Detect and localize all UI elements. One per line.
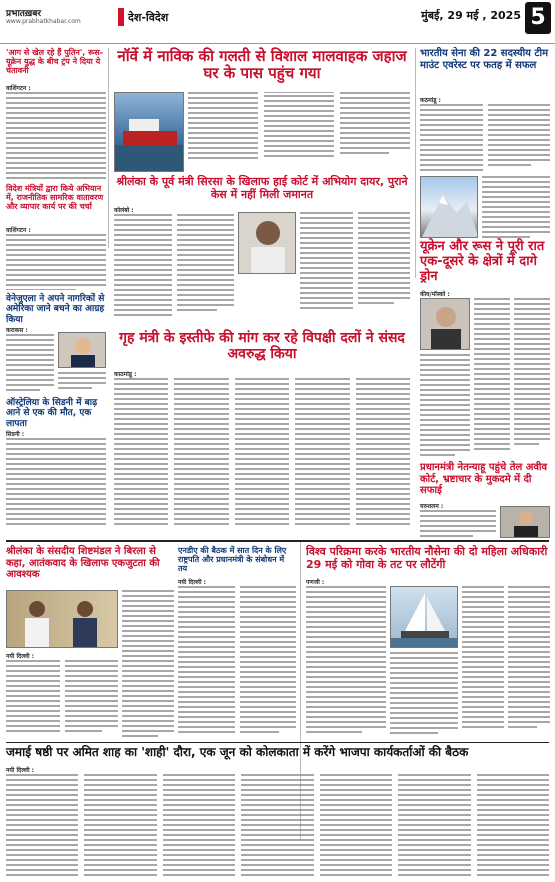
masthead [0,0,555,44]
story-body [462,586,550,738]
story-headline: ऑस्ट्रेलिया के सिडनी में बाढ़ आने से एक की मौत, एक लापता [6,398,98,429]
section-bar-icon [118,8,124,26]
story-dateline: नयी दिल्ली : [178,579,207,586]
story-headline: श्रीलंका के संसदीय शिष्टमंडल ने बिरला से कहा, आतंकवाद के खिलाफ एकजुटता की आवश्यक [6,546,160,580]
story-body [178,586,296,738]
story-body [6,774,549,878]
story-headline: नॉर्वे में नाविक की गलती से विशाल मालवाहक जहाज घर के पास पहुंच गया [117,47,407,83]
mountain-icon [421,177,478,238]
story-dateline: कीव/मॉस्को : [420,291,450,298]
section-divider [6,540,549,542]
section-divider [6,742,549,743]
column-rule [415,48,416,278]
person-icon [239,213,296,274]
section-title: देश-विदेश [128,10,169,24]
story-body [6,660,118,738]
story-body [6,334,54,394]
person-icon [59,333,106,368]
story-headline: जमाई षष्ठी पर अमित शाह का 'शाही' दौरा, एक जून को कोलकाता में करेंगे भाजपा कार्यकर्ताओं की बैठक [6,745,469,759]
story-body [114,214,234,324]
story-body [114,378,410,526]
page-number: 5 [525,2,551,34]
story-body [390,652,458,738]
story-body [6,234,106,290]
story-headline: यूक्रेन और रूस ने पूरी रात एक-दूसरे के क्षेत्रों में दागे ड्रोन [420,239,545,284]
sailboat-icon [391,587,458,648]
story-headline: विदेश मंत्रियों द्वारा किये अभियान में, राजनीतिक सामरिक वातावरण और व्यापार कार्य पर की चर्चा [6,184,104,212]
story-body [420,104,550,174]
story-headline: वेनेजुएला ने अपने नागरिकों से अमेरिका जाने बचने का आग्रह किया [6,294,105,325]
story-dateline: वाशिंगटन : [6,85,31,92]
story-headline: गृह मंत्री के इस्तीफे की मांग कर रहे विपक्षी दलों ने संसद अवरुद्ध किया [119,330,405,363]
story-dateline: पणजी : [306,579,325,586]
story-body [6,438,106,526]
newspaper-website: www.prabhatkhabar.com [6,18,81,25]
birla-photo [6,590,118,648]
netanyahu-photo [500,506,550,538]
trump-photo [58,332,106,368]
person-icon [421,299,470,350]
story-body [420,510,496,538]
everest-photo [420,176,478,238]
story-headline: एनडीए की बैठक में सात दिन के लिए राष्ट्रपति और प्रधानमंत्री के संबोधन में तय [178,546,287,574]
column-rule [108,48,109,248]
story-dateline: कराकस : [6,327,28,334]
story-headline: 'आग से खेल रहे हैं पुतिन', रूस-यूक्रेन युद्ध के बीच ट्रंप ने दिया ये चेतावनी [6,48,104,76]
story-dateline: वाशिंगटन : [6,227,31,234]
story-headline: विश्व परिक्रमा करके भारतीय नौसेना की दो महिला अधिकारी 29 मई को गोवा के तट पर लौटेंगी [306,545,548,571]
story-dateline: कोलंबो : [114,207,134,214]
story-dateline: यरुशलम : [420,503,444,510]
story-dateline: काठमांडू : [114,371,137,378]
section-label [118,6,318,28]
story-body [6,92,106,180]
story-dateline: कठमांडू : [420,97,441,104]
putin-photo [420,298,470,350]
story-body [306,586,386,738]
story-body [474,298,550,458]
meeting-icon [7,591,118,648]
ship-icon [115,93,184,172]
story-body [122,590,174,738]
story-dateline: सिडनी : [6,431,25,438]
story-body [482,176,550,238]
person-icon [501,507,550,538]
issue-date: मुंबई, 29 मई , 2025 [421,9,521,22]
story-body [300,212,410,324]
minister-photo [238,212,296,274]
story-headline: श्रीलंका के पूर्व मंत्री सिरसा के खिलाफ हाई कोर्ट में अभियोग दायर, पुराने केस में नहीं मिली जमानत [116,175,408,201]
story-dateline: नयी दिल्ली : [6,767,35,774]
navy-photo [390,586,458,648]
story-body [58,372,106,394]
story-headline: भारतीय सेना की 22 सदस्यीय टीम माउंट एवरेस्ट पर फतह में सफल [420,48,549,71]
story-headline: प्रधानमंत्री नेतन्याहू पहुंचे तेल अवीव कोर्ट, भ्रष्टाचार के मुकदमे में दी सफाई [420,462,548,496]
story-body [188,92,410,170]
story-dateline: नयी दिल्ली : [6,653,35,660]
ship-photo [114,92,184,172]
story-body [420,354,470,458]
newspaper-logo: प्रभातख़बर [6,9,42,19]
